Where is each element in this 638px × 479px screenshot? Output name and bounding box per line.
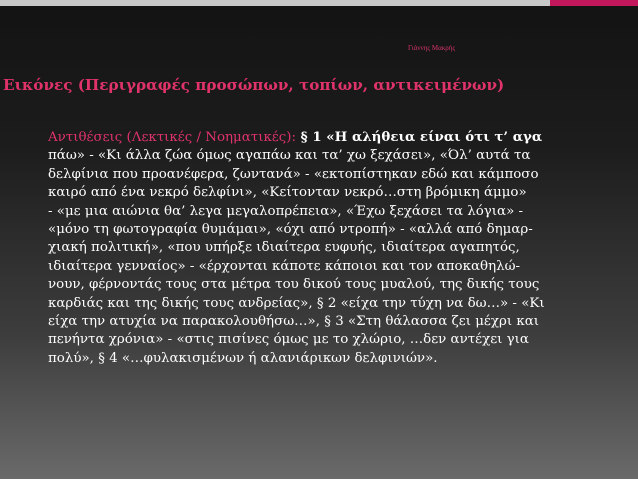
top-bar-accent	[550, 0, 638, 6]
slide-body	[48, 128, 608, 368]
top-bar	[0, 0, 638, 6]
body-lead: Αντιθέσεις (Λεκτικές / Νοηματικές):	[48, 130, 296, 145]
slide-title: Εικόνες (Περιγραφές προσώπων, τοπίων, αντικειμένων)	[3, 76, 505, 94]
header-note: Γιάννης Μακρής	[408, 44, 456, 52]
body-first-quote: § 1 «Η αλήθεια είναι ότι τ’ αγα	[296, 129, 543, 145]
body-text: πάω» - «Κι άλλα ζώα όμως αγαπάω και τα’ χω ξεχάσει», «Όλ’ αυτά τα δελφίνια που προανέφερα, ζωντανά» - «εκτοπίστηκαν εδώ και κάμποσο καιρό από ένα νεκρό δελφίνι», «Κείτονταν νεκρό…στη βρόμικη άμμο» - «με μια αιώνια θα’ λεγα μεγαλοπρέπεια», «Έχω ξεχάσει τα λόγια» - «μόνο τη φωτογραφία θυμάμαι», «όχι από ντροπή» - «αλλά από δημαρ- χιακή πολιτική», «που υπήρξε ιδιαίτερα ευφυής, ιδιαίτερα αγαπητός, ιδιαίτερα γενναίος» - «έρχονται κάποτε κάποιοι και τον αποκαθηλώ- νουν, φέρνοντάς τους στα μέτρα του δικού τους μυαλού, της δικής τους καρδιάς και της δικής τους ανδρείας», § 2 «είχα την τύχη να δω…» - «Κι είχα την ατυχία να παρακολουθήσω…», § 3 «Στη θάλασσα ζει μέχρι και πενήντα χρόνια» - «στις πισίνες όμως με το χλώριο, …δεν αντέχει για πολύ», § 4 «…φυλακισμένων ή αλανιάρικων δελφινιών».	[48, 148, 545, 366]
